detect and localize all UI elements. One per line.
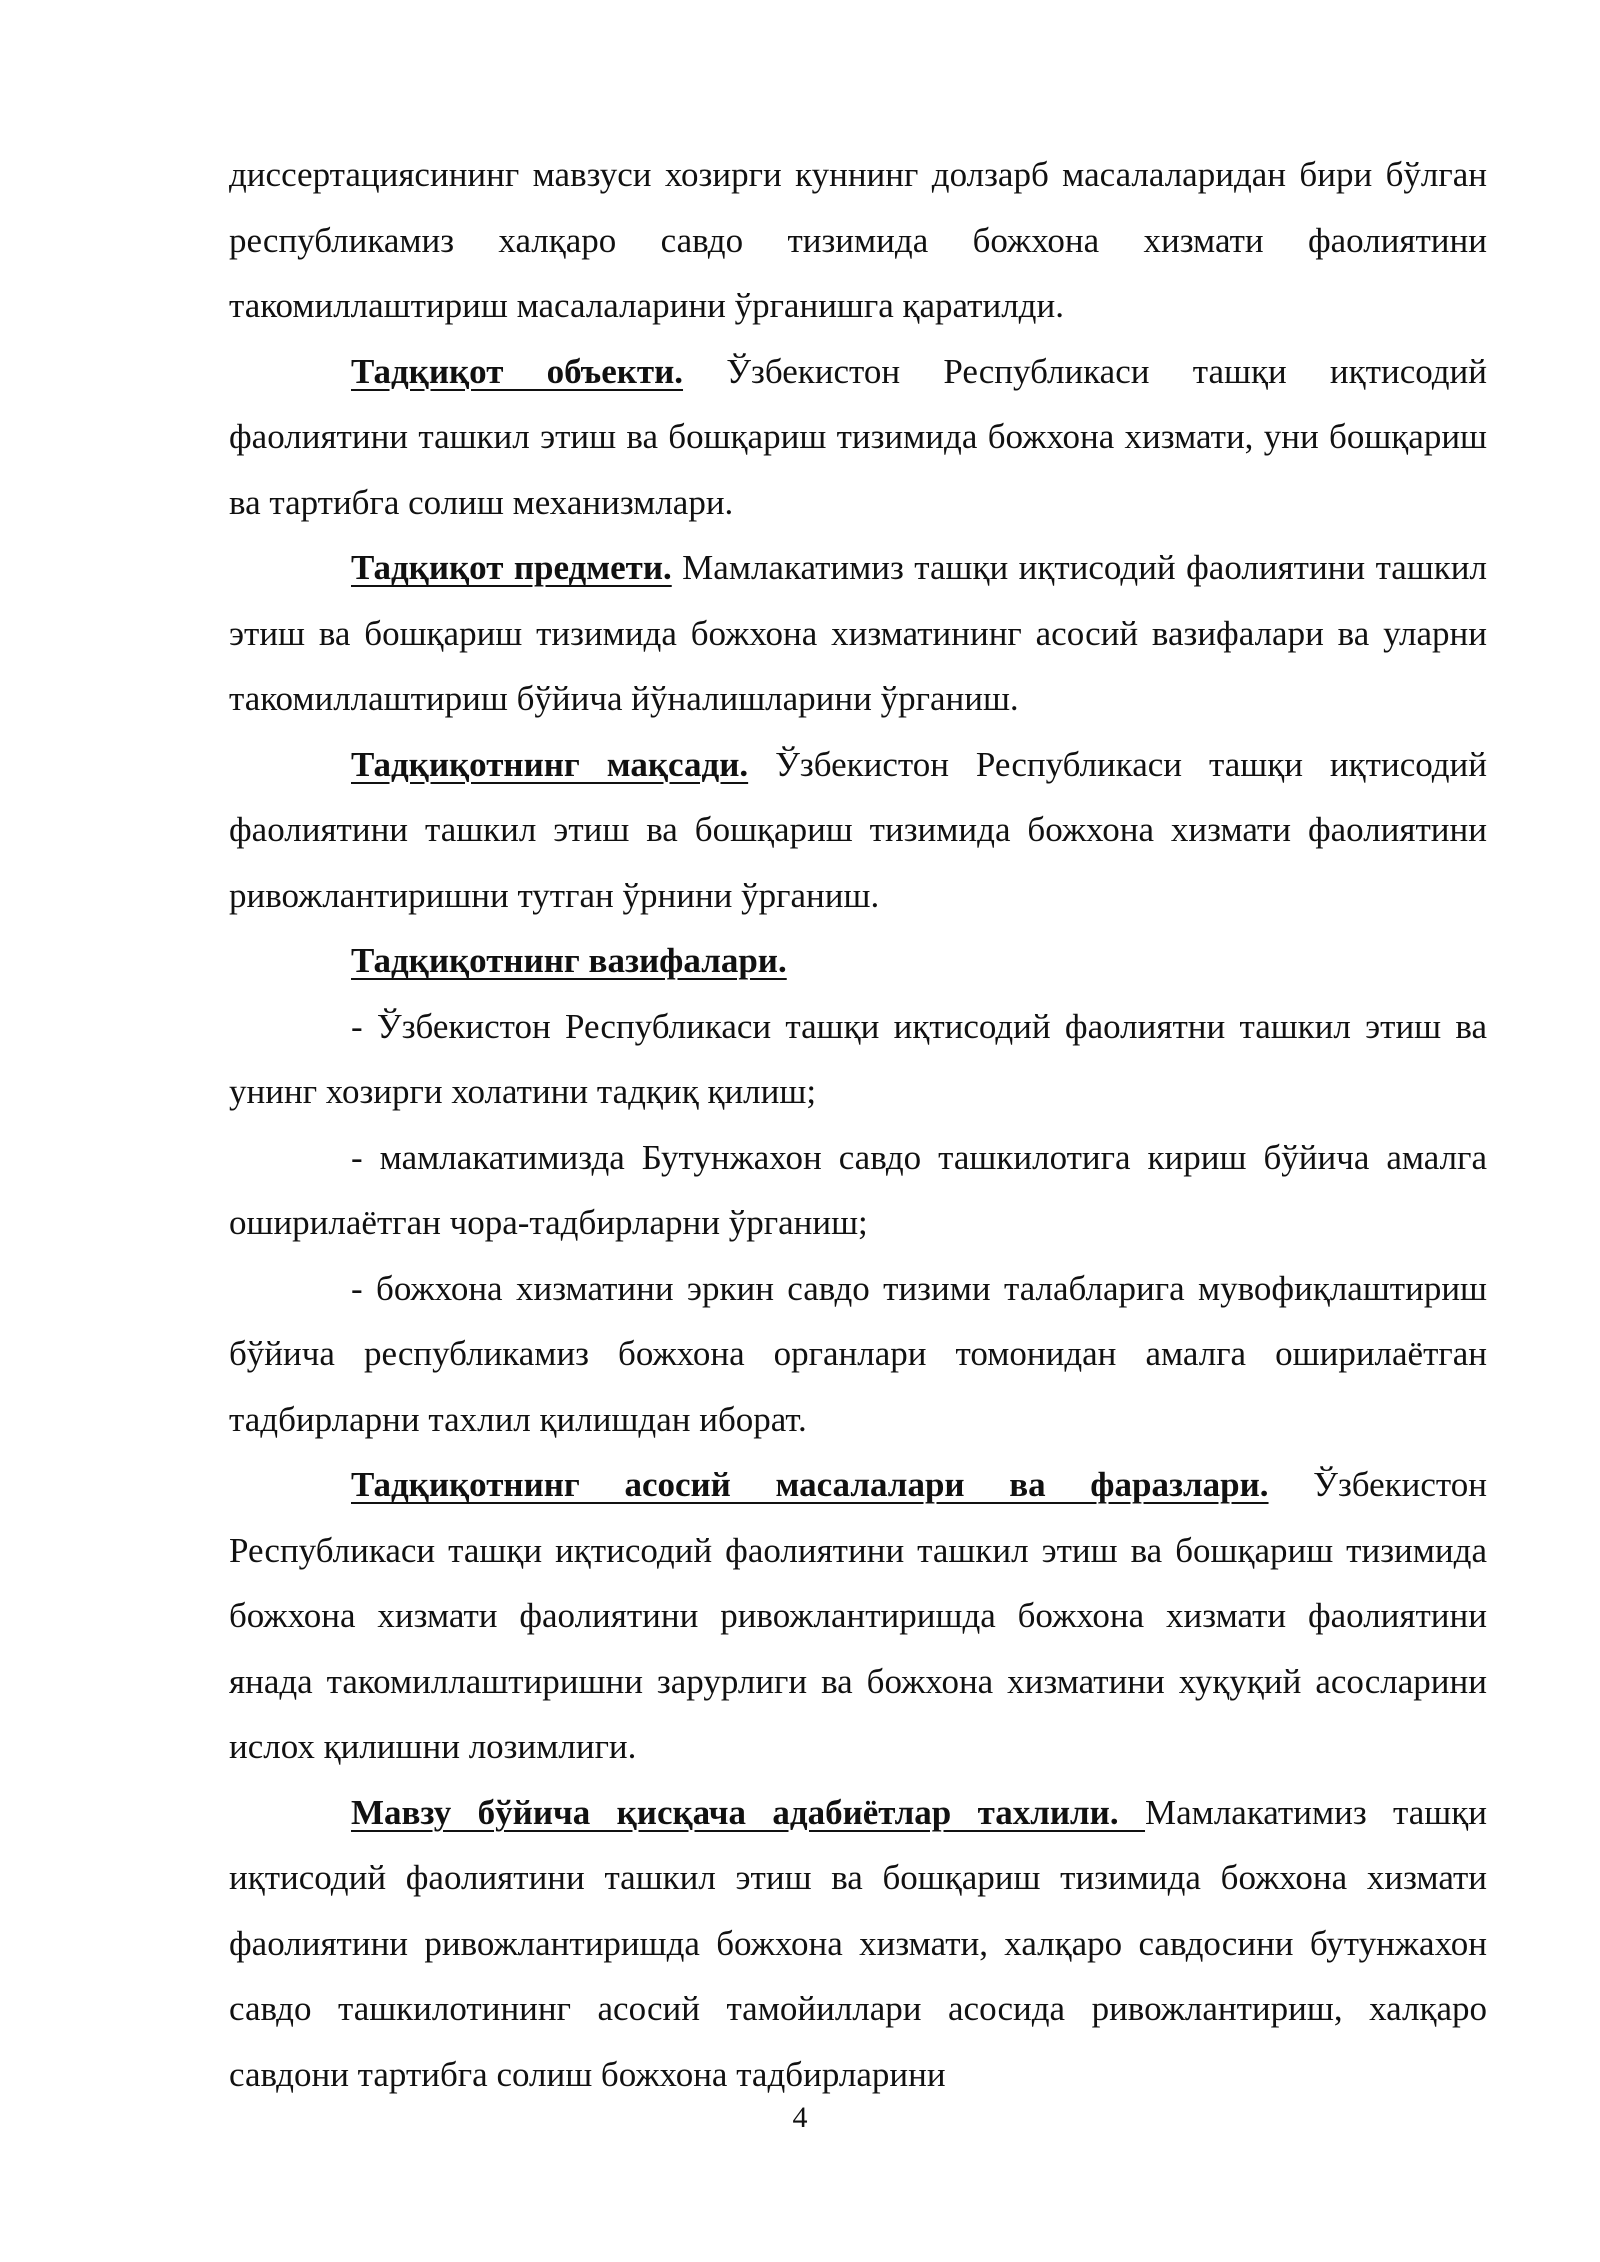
- paragraph-task-item-2: [229, 1125, 1487, 1256]
- paragraph-intro: [229, 142, 1487, 339]
- paragraph-task-item-3: [229, 1256, 1487, 1453]
- section-heading: Тадқиқотнинг асосий масалалари ва фаразлари.: [351, 1465, 1269, 1504]
- paragraph-text: Ўзбекистон Республикаси ташқи иқтисодий фаолиятини ташкил этиш ва бошқариш тизимида божхона хизмати фаолиятини ривожлантиришда божхона хизмати фаолиятини янада такомиллаштиришни зарурлиги ва божхона хизматини хуқуқий асосларини ислох қилишни лозимлиги.: [229, 1465, 1487, 1766]
- paragraph-text: Мамлакатимиз ташқи иқтисодий фаолиятини ташкил этиш ва бошқариш тизимида божхона хизматининг асосий вазифалари ва уларни такомиллаштириш бўйича йўналишларини ўрганиш.: [229, 548, 1487, 718]
- section-heading: Мавзу бўйича қисқача адабиётлар тахлили.: [351, 1792, 1146, 1832]
- paragraph-research-object: [229, 339, 1487, 536]
- paragraph-main-issues: [229, 1452, 1487, 1780]
- paragraph-text: Ўзбекистон Республикаси ташқи иқтисодий фаолиятини ташкил этиш ва бошқариш тизимида божхона хизмати фаолиятини ривожлантиришни тутган ўрнини ўрганиш.: [229, 744, 1487, 915]
- paragraph-research-goal: [229, 732, 1487, 929]
- paragraph-research-subject: [229, 535, 1487, 732]
- list-item-text: - божхона хизматини эркин савдо тизими талабларига мувофиқлаштириш бўйича республикамиз божхона органлари томонидан амалга оширилаётган тадбирларни тахлил қилишдан иборат.: [229, 1268, 1487, 1439]
- document-body: [229, 142, 1487, 2107]
- page-number: 4: [792, 2101, 808, 2134]
- section-heading: Тадқиқот объекти.: [351, 351, 684, 391]
- paragraph-text: диссертациясининг мавзуси хозирги куннинг долзарб масалаларидан бири бўлган республикамиз халқаро савдо тизимида божхона хизмати фаолиятини такомиллаштириш масалаларини ўрганишга қаратилди.: [229, 155, 1487, 325]
- paragraph-research-tasks-heading: [229, 928, 1487, 994]
- paragraph-task-item-1: [229, 994, 1487, 1125]
- paragraph-text: Ўзбекистон Республикаси ташқи иқтисодий фаолиятини ташкил этиш ва бошқариш тизимида божхона хизмати, уни бошқариш ва тартибга солиш механизмлари.: [229, 351, 1487, 522]
- section-heading: Тадқиқотнинг мақсади.: [351, 744, 749, 784]
- list-item-text: - Ўзбекистон Республикаси ташқи иқтисодий фаолиятни ташкил этиш ва унинг хозирги холатини тадқиқ қилиш;: [229, 1006, 1487, 1111]
- paragraph-text: Мамлакатимиз ташқи иқтисодий фаолиятини ташкил этиш ва бошқариш тизимида божхона хизмати фаолиятини ривожлантиришда божхона хизмати, халқаро савдосини бутунжахон савдо ташкилотининг асосий тамойиллари асосида ривожлантириш, халқаро савдони тартибга солиш божхона тадбирларини: [229, 1792, 1487, 2094]
- paragraph-literature-review: [229, 1780, 1487, 2108]
- section-heading: Тадқиқотнинг вазифалари.: [351, 941, 787, 980]
- list-item-text: - мамлакатимизда Бутунжахон савдо ташкилотига кириш бўйича амалга оширилаётган чора-тадбирларни ўрганиш;: [229, 1137, 1487, 1242]
- section-heading: Тадқиқот предмети.: [351, 548, 672, 587]
